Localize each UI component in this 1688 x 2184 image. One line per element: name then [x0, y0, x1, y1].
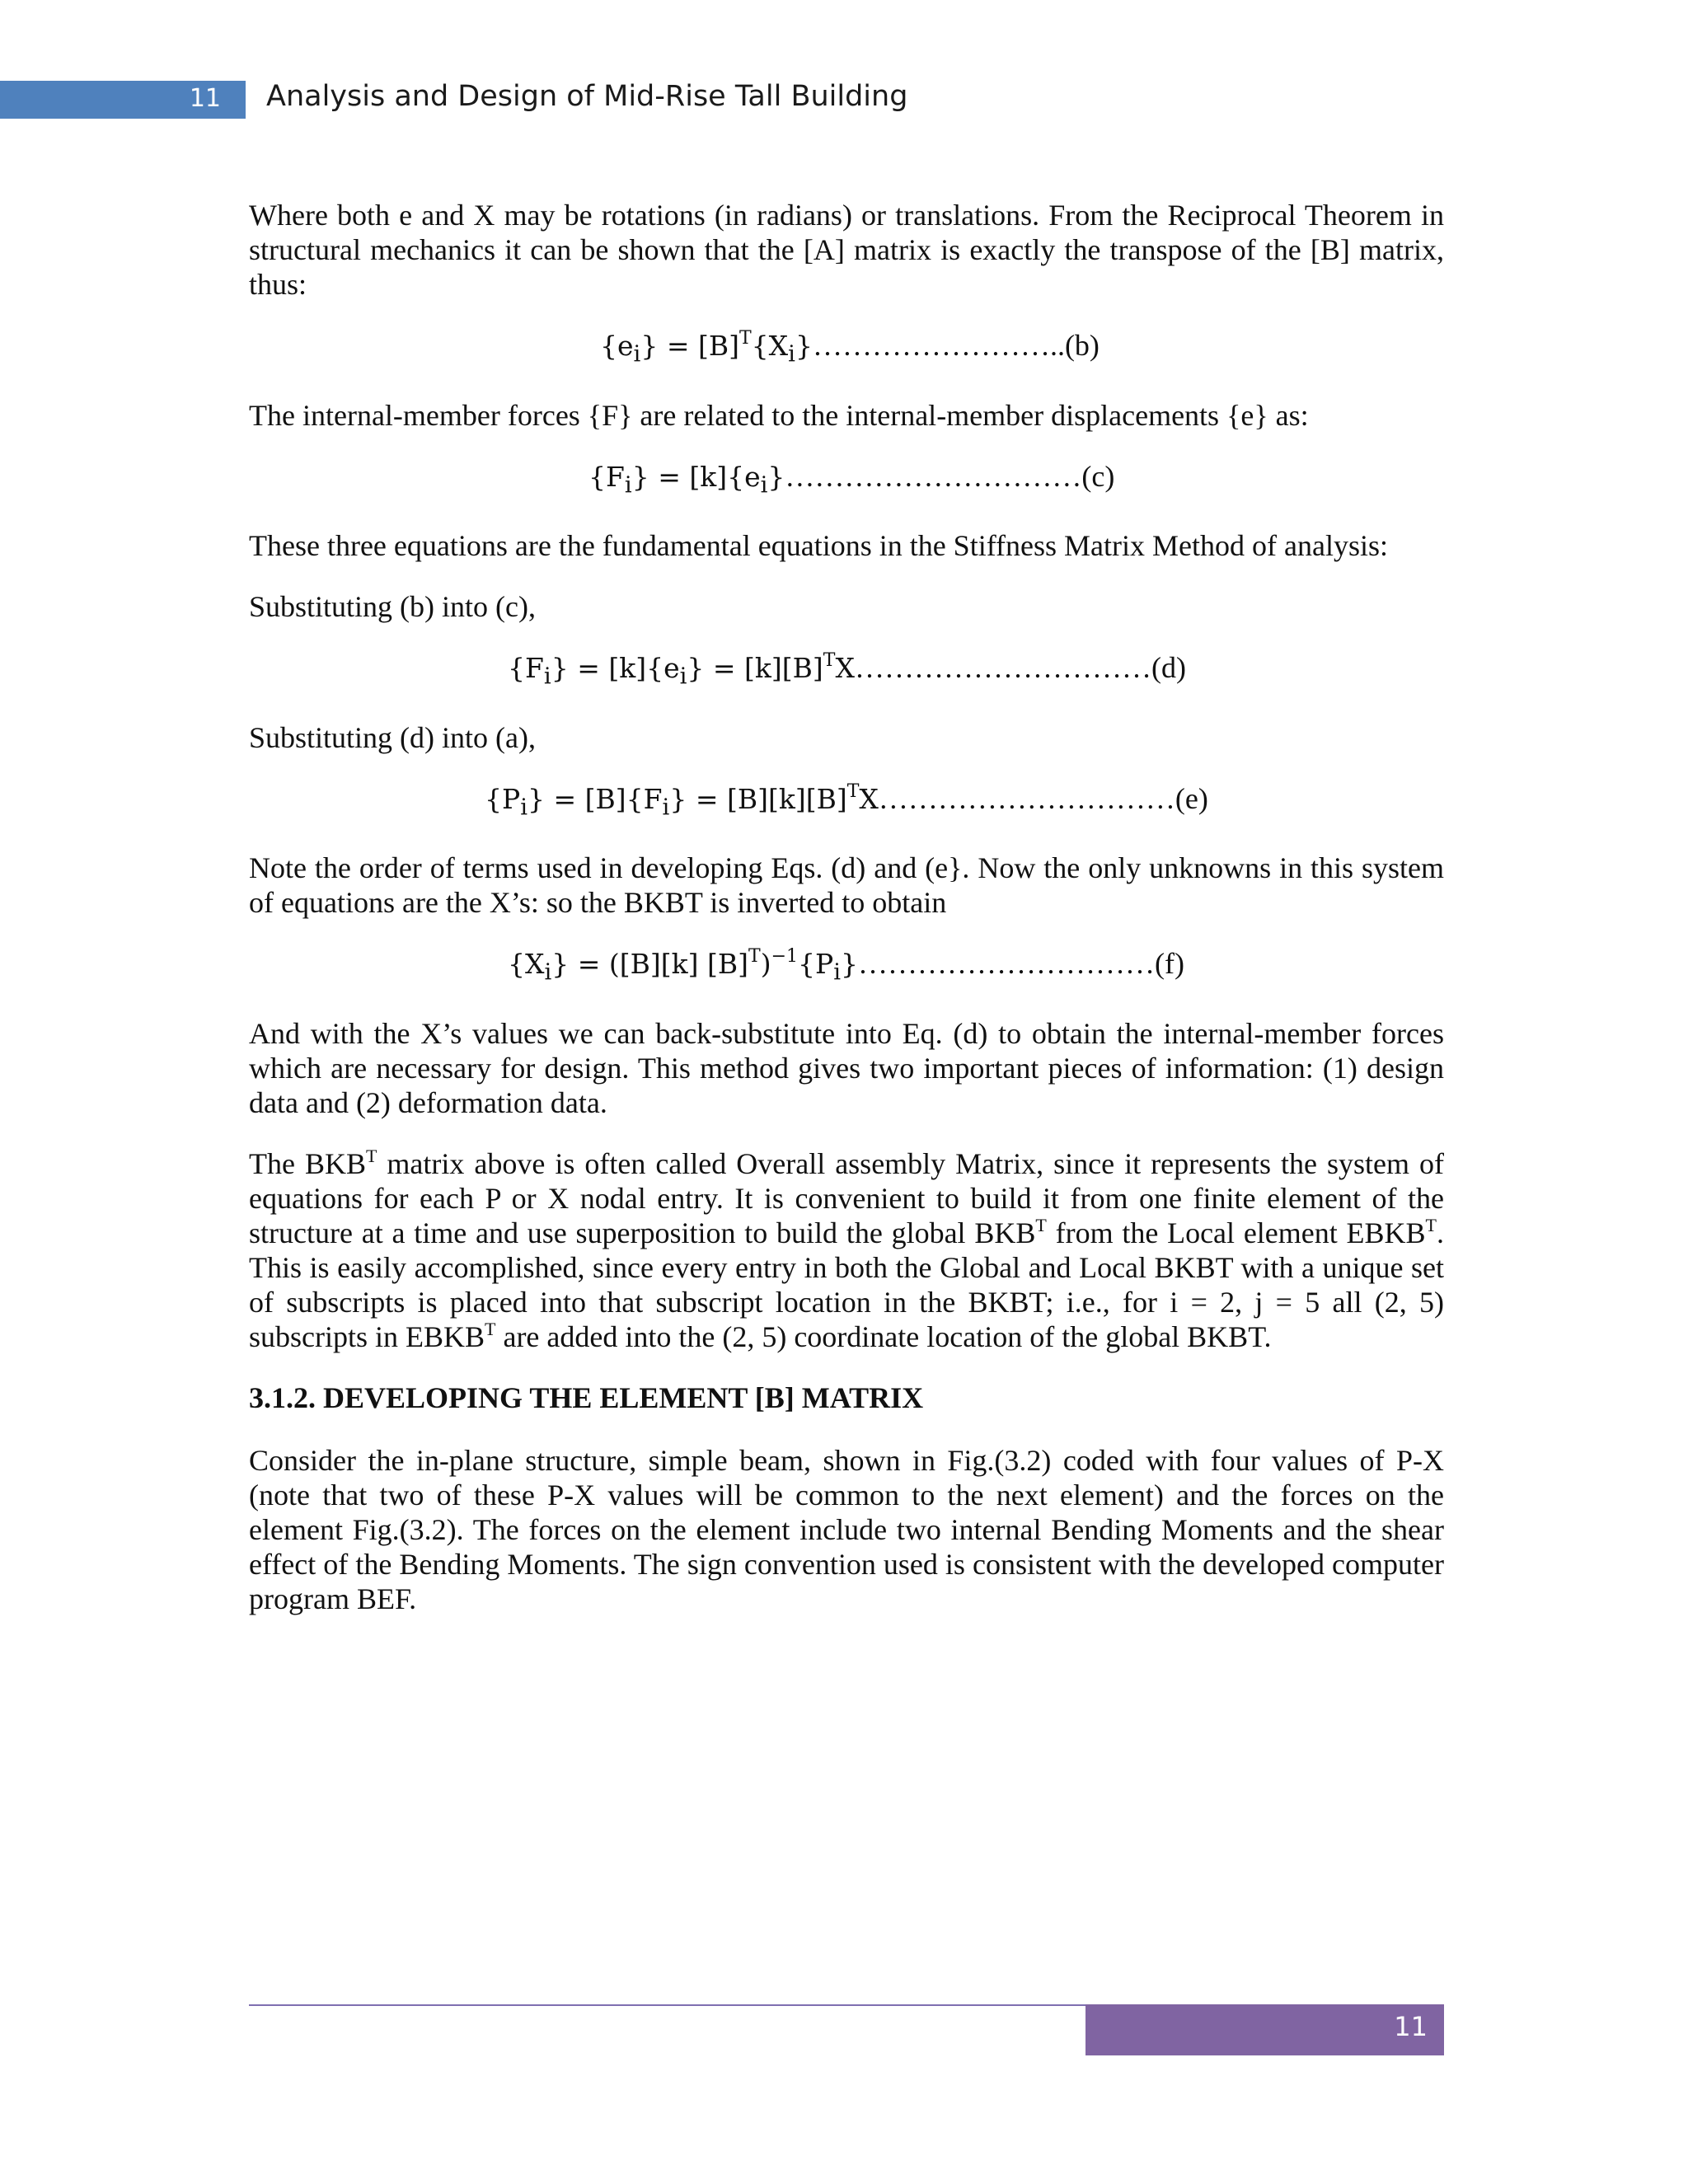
paragraph-back-substitute: And with the X’s values we can back-substitute into Eq. (d) to obtain the internal-member forces which are necessary for design. This method gives two important pieces of information: (1) design data and (2) deformation data.: [249, 1016, 1444, 1119]
equation-e: $\{P_i\} = [B]\{F_i\}$ = $[B][k][B]^TX\dots\dots\dots\dots\dots\dots\dots\dots\dots\dots(e)$: [485, 780, 1208, 821]
header-page-number: 11: [189, 84, 221, 113]
section-heading: 3.1.2. DEVELOPING THE ELEMENT [B] MATRIX: [249, 1380, 924, 1414]
equation-d: $\{F_i\} = [k]\{e_i\}$ = $[k][B]^TX\dots\dots\dots\dots\dots\dots\dots\dots\dots\dots(d)$: [508, 650, 1186, 690]
equation-e-label: …………………………(e): [878, 781, 1208, 815]
paragraph-reciprocal-theorem: Where both e and X may be rotations (in radians) or translations. From the Reciprocal Theorem in structural mechanics it can be shown that the [A] matrix is exactly the transpose of the [B] matrix, thus:: [249, 199, 1444, 301]
paragraph-order-of-terms: Note the order of terms used in developing Eqs. (d) and (e}. Now the only unknowns in this system of equations are the X’s: so the BKBT is inverted to obtain: [249, 851, 1444, 920]
header-page-bar: [0, 81, 246, 119]
footer-page-number: 11: [1394, 2011, 1428, 2042]
equation-f: $\{X_i\} = ([B][k]$ $[B]^T)^{-1}\{P_i\}\dots\dots\dots\dots\dots\dots\dots\dots\dots\dots(f)$: [508, 946, 1184, 986]
page-body: [249, 198, 1444, 1643]
paragraph-substituting-b: Substituting (b) into (c),: [249, 590, 536, 624]
footer-page-box: [1085, 2004, 1444, 2055]
equation-c: $\{F_i\}$ = $[k]\{e_i\}\dots\dots\dots\dots\dots\dots\dots\dots\dots\dots(c)$: [588, 459, 1115, 499]
equation-c-label: …………………………(c): [785, 459, 1115, 493]
paragraph-bkbt-matrix: The $BKB^T$ matrix above is often called Overall assembly Matrix, since it represents the system of equations for each P or X nodal entry. It is convenient to build it from one finite element of the structure at a time and use superposition to build the global $BKB^T$ from the Local element $EBKB^T$. This is easily accomplished, since every entry in both the Global and Local BKBT with a unique set of subscripts is placed into that subscript location in the BKBT; i.e., for i = 2, j = 5 all (2, 5) subscripts in $EBKB^T$ are added into the (2, 5) coordinate location of the global BKBT.: [249, 1145, 1444, 1353]
paragraph-fundamental-equations: These three equations are the fundamental equations in the Stiffness Matrix Method of analysis:: [249, 529, 1388, 563]
paragraph-substituting-d: Substituting (d) into (a),: [249, 720, 536, 754]
paragraph-simple-beam: Consider the in-plane structure, simple beam, shown in Fig.(3.2) coded with four values of P-X (note that two of these P-X values will be common to the next element) and the forces on the element Fig.(3.2). The forces on the element include two internal Bending Moments and the shear effect of the Bending Moments. The sign convention used is consistent with the developed computer program BEF.: [249, 1443, 1444, 1615]
equation-b: $\{e_i\}$ = $[B]^T\{X_i\}\dots\dots\dots\dots\dots\dots\dots\dots..(b)$: [600, 328, 1100, 368]
equation-d-label: …………………………(d): [854, 651, 1186, 685]
header-title: Analysis and Design of Mid-Rise Tall Building: [266, 80, 908, 113]
equation-b-label: ……………………..(b): [812, 329, 1100, 362]
paragraph-internal-forces: The internal-member forces {F} are related to the internal-member displacements {e} as:: [249, 398, 1309, 432]
equation-f-label: …………………………(f): [858, 947, 1184, 981]
